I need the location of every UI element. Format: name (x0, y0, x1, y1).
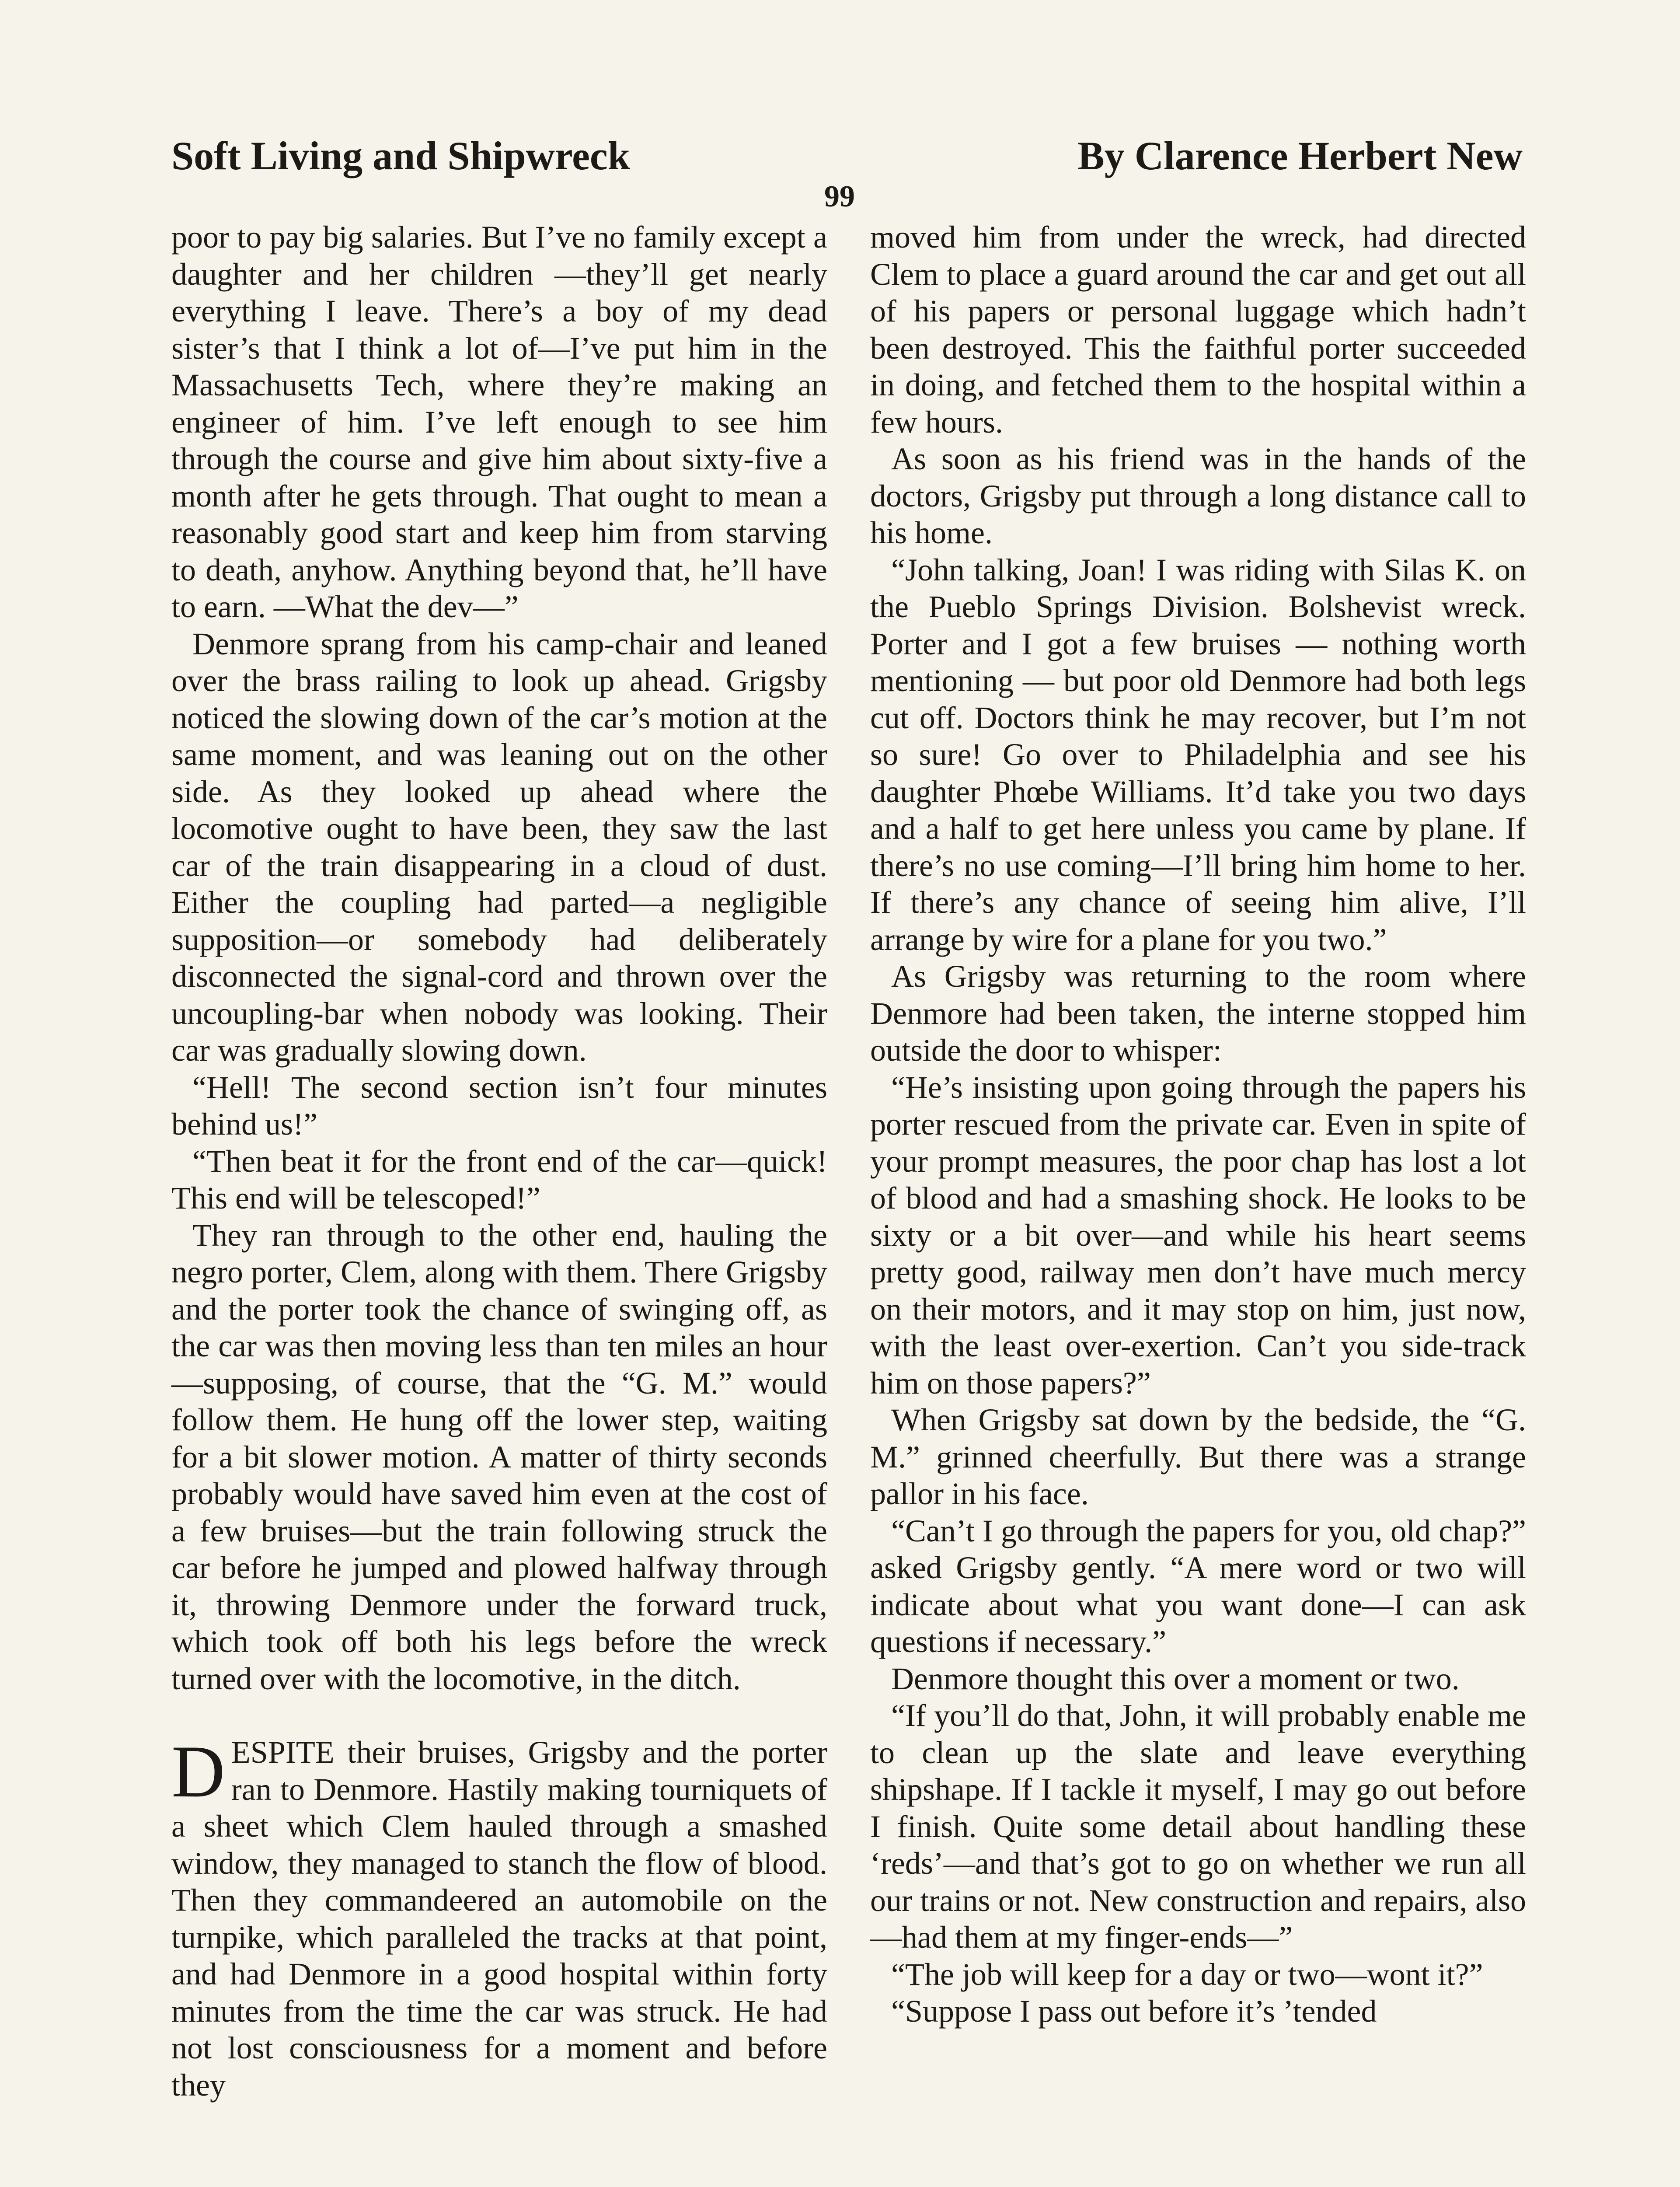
section-paragraph (171, 1730, 827, 2103)
paragraph: They ran through to the other end, hauling the negro porter, Clem, along with them. There Grigsby and the porter took the chance of swinging off, as the car was then moving less than ten miles an hour—supposing, of course, that the “G. M.” would follow them. He hung off the lower step, waiting for a bit slower motion. A matter of thirty seconds probably would have saved him even at the cost of a few bruises—but the train following struck the car before he jumped and plowed halfway through it, throwing Denmore under the forward truck, which took off both his legs before the wreck turned over with the locomotive, in the ditch. (171, 1217, 827, 1696)
author-byline: By Clarence Herbert New (1077, 133, 1523, 178)
paragraph: “John talking, Joan! I was riding with Silas K. on the Pueblo Springs Division. Bolshevist wreck. Porter and I got a few bruises — nothing worth mentioning — but poor old Denmore had both legs cut off. Doctors think he may recover, but I’m not so sure! Go over to Philadelphia and see his daughter Phœbe Williams. It’d take you two days and a half to get here unless you came by plane. If there’s no use coming—I’ll bring him home to her. If there’s any chance of seeing him alive, I’ll arrange by wire for a plane for you two.” (870, 552, 1526, 957)
paragraph: poor to pay big salaries. But I’ve no family except a daughter and her children —they’ll get nearly everything I leave. There’s a boy of my dead sister’s that I think a lot of—I’ve put him in the Massachusetts Tech, where they’re making an engineer of him. I’ve left enough to see him through the course and give him about sixty-five a month after he gets through. That ought to mean a reasonably good start and keep him from starving to death, anyhow. Anything beyond that, he’ll have to earn. —What the dev—” (171, 220, 827, 624)
paragraph: “Then beat it for the front end of the car—quick! This end will be telescoped!” (171, 1143, 827, 1216)
paragraph: When Grigsby sat down by the bedside, the “G. M.” grinned cheerfully. But there was a strange pallor in his face. (870, 1402, 1526, 1511)
paragraph: “If you’ll do that, John, it will probably enable me to clean up the slate and leave everything shipshape. If I tackle it myself, I may go out before I finish. Quite some detail about handling these ‘reds’—and that’s got to go on whether we run all our trains or not. New construction and repairs, also—had them at my finger-ends—” (870, 1698, 1526, 1955)
paragraph: “The job will keep for a day or two—wont it?” (891, 1956, 1483, 1992)
drop-cap: D (171, 1730, 225, 1813)
paragraph: “Hell! The second section isn’t four minutes behind us!” (171, 1069, 827, 1142)
story-title: Soft Living and Shipwreck (171, 133, 630, 178)
paragraph: As soon as his friend was in the hands of the doctors, Grigsby put through a long distance call to his home. (870, 441, 1526, 550)
paragraph: Denmore thought this over a moment or two. (891, 1661, 1460, 1696)
paragraph: As Grigsby was returning to the room where Denmore had been taken, the interne stopped him outside the door to whisper: (870, 959, 1526, 1068)
paragraph: “Suppose I pass out before it’s ’tended (891, 1994, 1377, 2029)
paragraph: “He’s insisting upon going through the papers his porter rescued from the private car. Even in spite of your prompt measures, the poor chap has lost a lot of blood and had a smashing shock. He looks to be sixty or a bit over—and while his heart seems pretty good, railway men don’t have much mercy on their motors, and it may stop on him, just now, with the least over-exertion. Can’t you side-track him on those papers?” (870, 1069, 1526, 1401)
section-paragraph-text: ESPITE their bruises, Grigsby and the porter ran to Denmore. Hastily making tourniquets of a sheet which Clem hauled through a smashed window, they managed to stanch the flow of blood. Then they commandeered an automobile on the turnpike, which paralleled the tracks at that point, and had Denmore in a good hospital within forty minutes from the time the car was struck. He had not lost consciousness for a moment and before they (171, 1735, 827, 2103)
text-column-left (171, 219, 827, 2103)
page-number: 99 (824, 180, 855, 213)
text-column-right (870, 219, 1526, 2030)
paragraph: “Can’t I go through the papers for you, old chap?” asked Grigsby gently. “A mere word or two will indicate about what you want done—I can ask questions if necessary.” (870, 1513, 1526, 1659)
paragraph: moved him from under the wreck, had directed Clem to place a guard around the car and get out all of his papers or personal luggage which hadn’t been destroyed. This the faithful porter succeeded in doing, and fetched them to the hospital within a few hours. (870, 220, 1526, 440)
paragraph: Denmore sprang from his camp-chair and leaned over the brass railing to look up ahead. Grigsby noticed the slowing down of the car’s motion at the same moment, and was leaning out on the other side. As they looked up ahead where the locomotive ought to have been, they saw the last car of the train disappearing in a cloud of dust. Either the coupling had parted—a negligible supposition—or somebody had deliberately disconnected the signal-cord and thrown over the uncoupling-bar when nobody was looking. Their car was gradually slowing down. (171, 626, 827, 1068)
